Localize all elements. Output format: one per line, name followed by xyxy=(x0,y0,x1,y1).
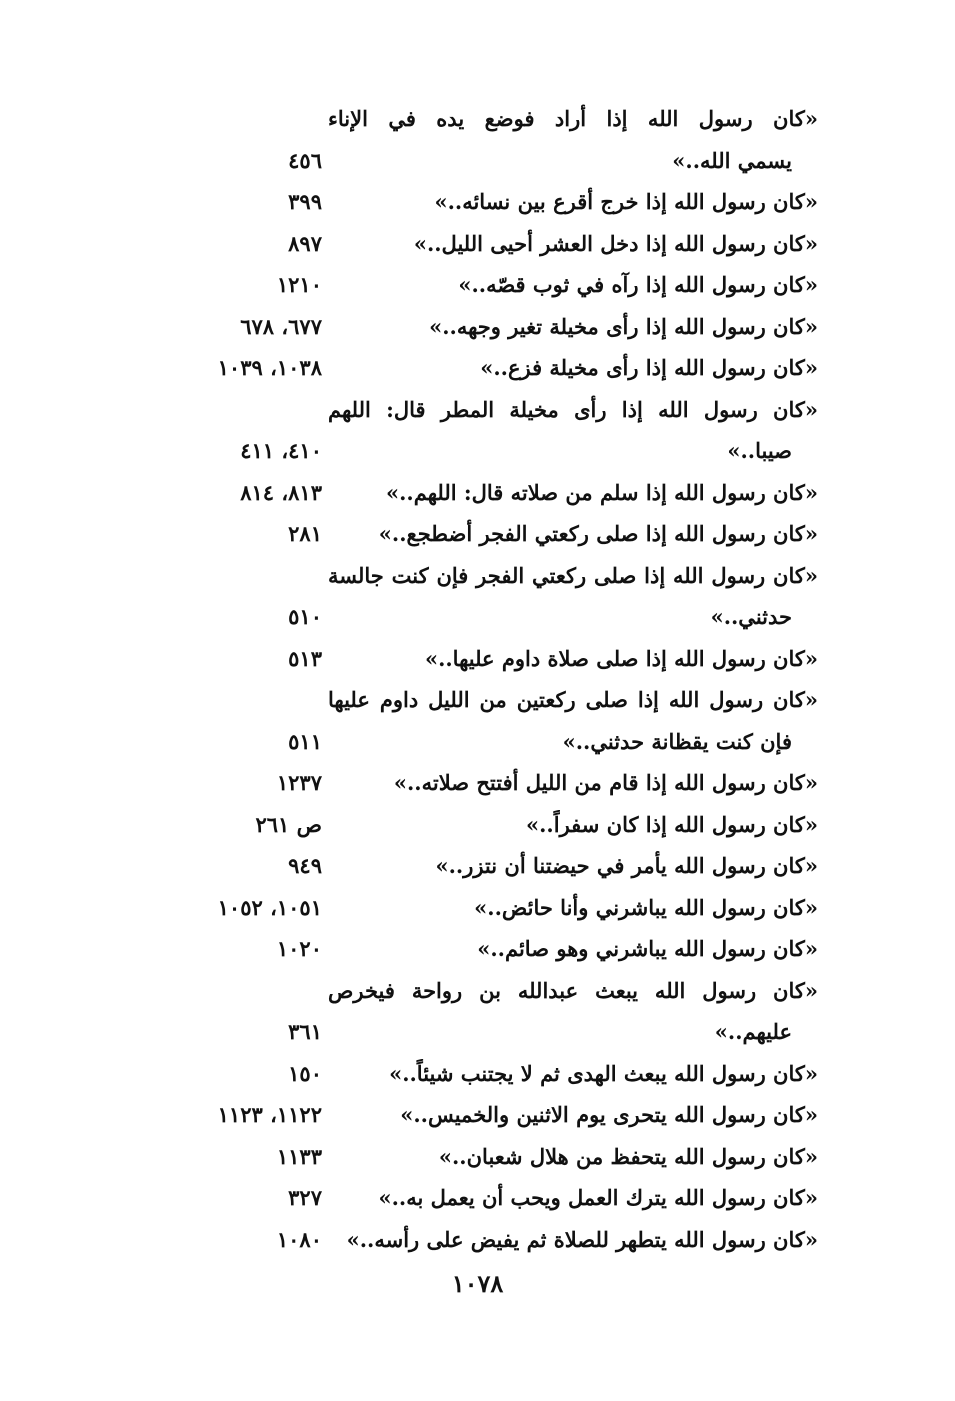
entry-text: «كان رسول الله يترك العمل ويحب أن يعمل به..» xyxy=(378,1185,818,1210)
entry-text: «كان رسول الله إذا خرج أقرع بين نسائه..» xyxy=(434,189,818,214)
entry-reference: ٤١٠، ٤١١ xyxy=(240,438,322,463)
entry-text: «كان رسول الله إذا سلم من صلاته قال: اللهم..» xyxy=(386,480,818,505)
entry-reference: ٥١٣ xyxy=(288,646,322,671)
entry-reference: ٣٩٩ xyxy=(288,189,322,214)
entry-text: «كان رسول الله إذا رأى مخيلة المطر قال: اللهم xyxy=(328,397,818,422)
entry-text: «كان رسول الله يبعث الهدى ثم لا يجتنب شيئاً..» xyxy=(389,1061,818,1086)
entry-text: «كان رسول الله إذا رأى مخيلة فزع..» xyxy=(480,355,818,380)
entry-reference: ٨١٣، ٨١٤ xyxy=(240,480,322,505)
entry-text: حدثني..» xyxy=(710,604,792,629)
entry-text: «كان رسول الله إذا صلى صلاة داوم عليها..» xyxy=(424,646,818,671)
entry-reference: ٣٢٧ xyxy=(288,1185,322,1210)
entry-reference: ١٢٣٧ xyxy=(276,770,322,795)
entry-reference: ٦٧٧، ٦٧٨ xyxy=(240,314,322,339)
entry-reference: ٣٦١ xyxy=(288,1019,322,1044)
entry-reference: ١٠٢٠ xyxy=(276,936,322,961)
entry-text: «كان رسول الله يباشرني وهو صائم..» xyxy=(477,936,818,961)
entry-reference: ٥١١ xyxy=(288,729,322,754)
entry-reference: ٢٨١ xyxy=(288,521,322,546)
entry-text: «كان رسول الله إذا أراد فوضع يده في الإناء xyxy=(328,106,818,131)
entry-reference: ١١٢٢، ١١٢٣ xyxy=(217,1102,322,1127)
entry-text: «كان رسول الله إذا صلى ركعتي الفجر أضطجع..» xyxy=(378,521,818,546)
entry-text: «كان رسول الله إذا صلى ركعتين من الليل داوم عليها xyxy=(328,687,818,712)
entry-text: «كان رسول الله يتحفظ من هلال شعبان..» xyxy=(438,1144,818,1169)
entry-text: «كان رسول الله يتطهر للصلاة ثم يفيض على رأسه..» xyxy=(346,1227,818,1252)
entry-reference: ٩٤٩ xyxy=(288,853,322,878)
entry-text: يسمي الله..» xyxy=(672,148,792,173)
entry-text: «كان رسول الله يباشرني وأنا حائض..» xyxy=(474,895,818,920)
entry-text: «كان رسول الله إذا صلى ركعتي الفجر فإن كنت جالسة xyxy=(328,563,818,588)
entry-reference: ١٠٣٨، ١٠٣٩ xyxy=(217,355,322,380)
entry-reference: ٤٥٦ xyxy=(288,148,322,173)
entry-text: عليهم..» xyxy=(714,1019,792,1044)
entry-text: «كان رسول الله إذا دخل العشر أحيى الليل..» xyxy=(413,231,818,256)
entry-text: «كان رسول الله يبعث عبدالله بن رواحة فيخرص xyxy=(328,978,818,1003)
entry-text: «كان رسول الله إذا كان سفراً..» xyxy=(525,812,818,837)
entry-text: «كان رسول الله إذا رآه في ثوب قصّه..» xyxy=(458,272,818,297)
entry-reference: ٥١٠ xyxy=(288,604,322,629)
entry-reference: ١٠٨٠ xyxy=(276,1227,322,1252)
entry-reference: ١٠٥١، ١٠٥٢ xyxy=(217,895,322,920)
entry-reference: ٨٩٧ xyxy=(288,231,322,256)
entry-reference: ١٥٠ xyxy=(288,1061,322,1086)
entry-text: «كان رسول الله إذا قام من الليل أفتتح صلاته..» xyxy=(393,770,818,795)
entry-text: «كان رسول الله يتحرى يوم الاثنين والخميس..» xyxy=(400,1102,818,1127)
entry-reference: ١١٣٣ xyxy=(276,1144,322,1169)
page-number: ١٠٧٨ xyxy=(451,1269,504,1298)
entry-text: «كان رسول الله يأمر في حيضتنا أن نتزر..» xyxy=(435,853,818,878)
entry-reference: ص ٢٦١ xyxy=(255,812,322,837)
entry-text: صيبا..» xyxy=(727,438,792,463)
entry-text: «كان رسول الله إذا رأى مخيلة تغير وجهه..» xyxy=(429,314,818,339)
entry-text: فإن كنت يقظانة حدثني..» xyxy=(562,729,792,754)
entry-reference: ١٢١٠ xyxy=(276,272,322,297)
